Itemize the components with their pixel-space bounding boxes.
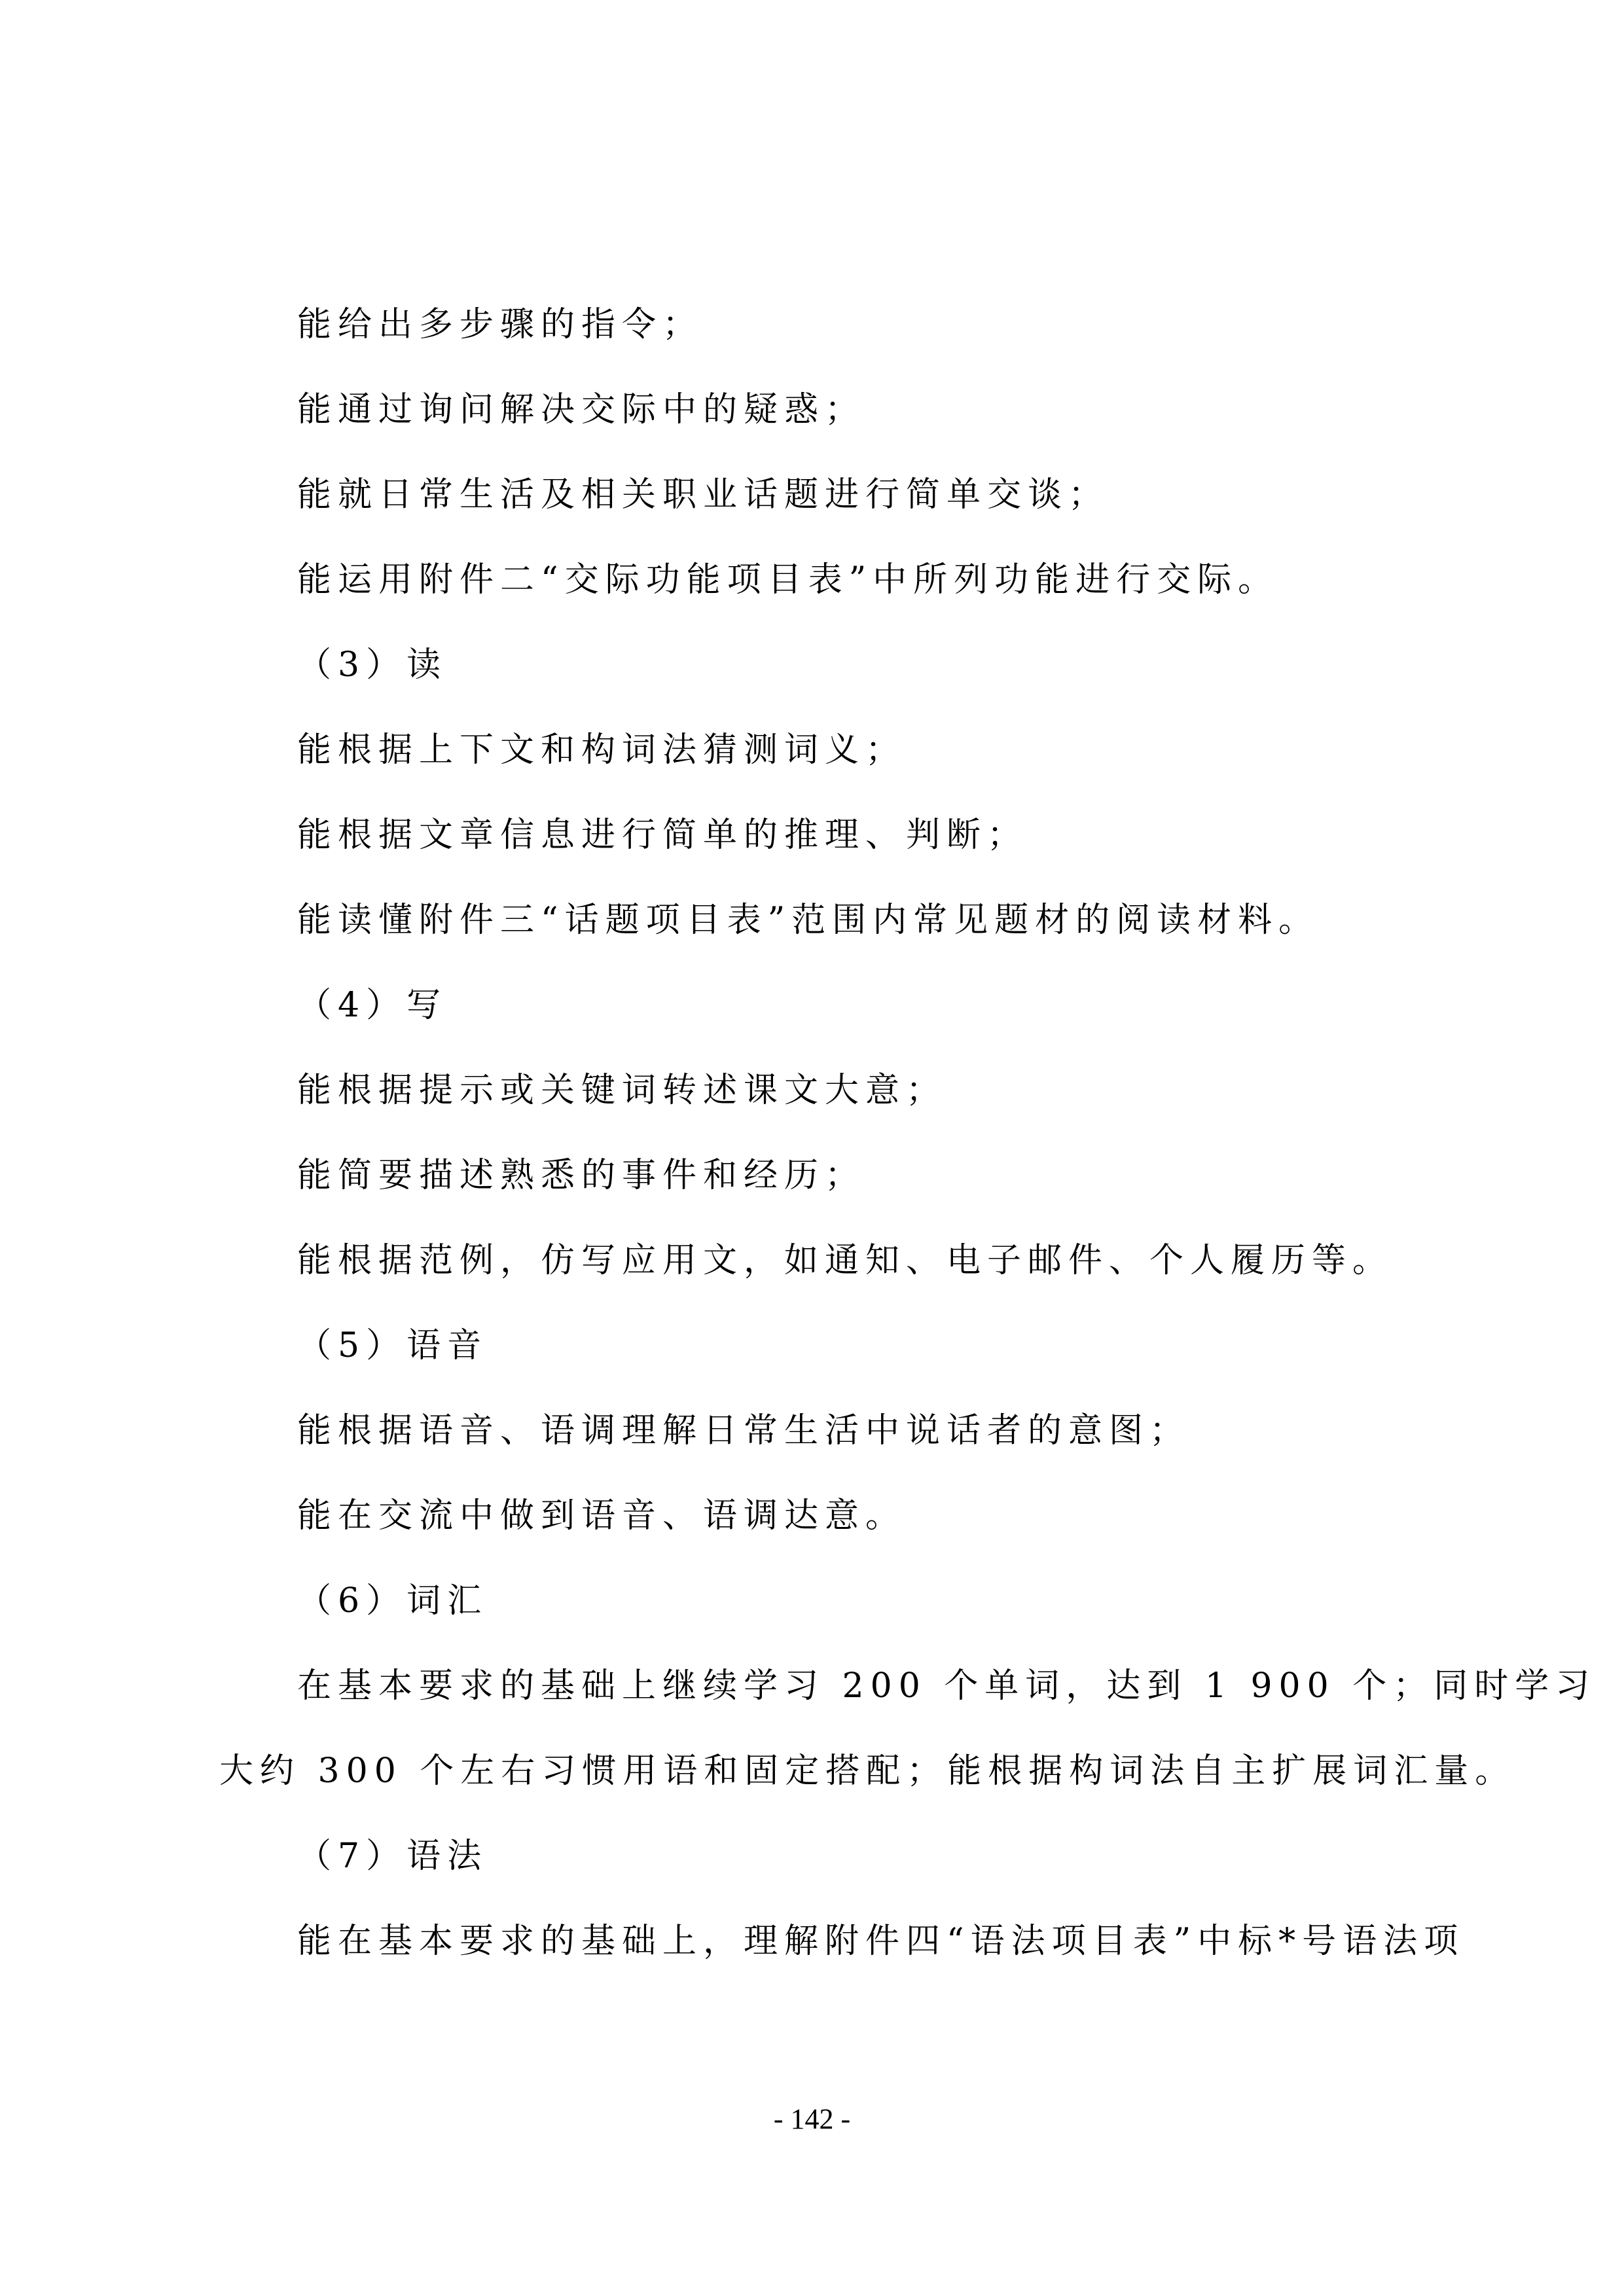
paragraph-line: 能根据文章信息进行简单的推理、判断； — [297, 816, 1028, 855]
section-heading-read: （3）读 — [297, 645, 448, 685]
section-heading-grammar: （7）语法 — [297, 1837, 488, 1876]
paragraph-line: 能根据语音、语调理解日常生活中说话者的意图； — [297, 1411, 1191, 1450]
section-heading-write: （4）写 — [297, 986, 448, 1025]
paragraph-line: 能在交流中做到语音、语调达意。 — [297, 1496, 907, 1535]
paragraph-line: 在基本要求的基础上继续学习 200 个单词，达到 1 900 个；同时学习 — [297, 1666, 1597, 1706]
paragraph-line: 能通过询问解决交际中的疑惑； — [297, 390, 866, 429]
paragraph-line: 能给出多步骤的指令； — [297, 305, 704, 344]
paragraph-line: 能根据提示或关键词转述课文大意； — [297, 1071, 947, 1110]
paragraph-line: 能简要描述熟悉的事件和经历； — [297, 1156, 866, 1195]
paragraph-line: 能运用附件二“交际功能项目表”中所列功能进行交际。 — [297, 560, 1279, 600]
paragraph-line: 大约 300 个左右习惯用语和固定搭配；能根据构词法自主扩展词汇量。 — [219, 1751, 1516, 1791]
page-number: - 142 - — [773, 2103, 851, 2135]
section-heading-pronunciation: （5）语音 — [297, 1326, 488, 1365]
paragraph-line: 能根据范例，仿写应用文，如通知、电子邮件、个人履历等。 — [297, 1241, 1394, 1280]
paragraph-line: 能在基本要求的基础上，理解附件四“语法项目表”中标*号语法项 — [297, 1922, 1465, 1961]
paragraph-line: 能根据上下文和构词法猜测词义； — [297, 730, 907, 770]
section-heading-vocabulary: （6）词汇 — [297, 1581, 488, 1621]
paragraph-line: 能读懂附件三“话题项目表”范围内常见题材的阅读材料。 — [297, 901, 1320, 940]
paragraph-line: 能就日常生活及相关职业话题进行简单交谈； — [297, 475, 1110, 514]
